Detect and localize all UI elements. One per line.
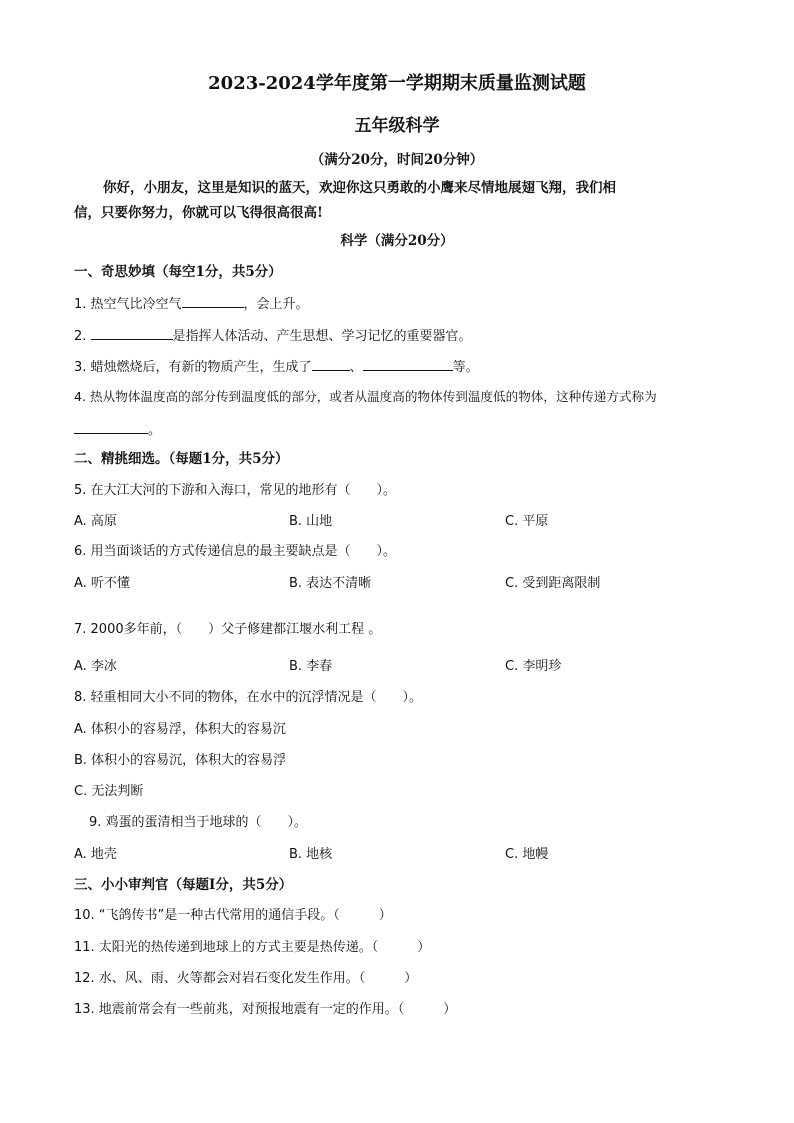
option-c[interactable]: C. 受到距离限制 bbox=[505, 576, 601, 591]
greeting-line-2: 信，只要你努力，你就可以飞得很高很高! bbox=[74, 205, 323, 221]
question-3: 3. 蜡烛燃烧后，有新的物质产生，生成了 、 等。 bbox=[74, 357, 479, 377]
part2-heading: 二、精挑细选。（每题1分，共5分） bbox=[74, 451, 289, 467]
option-a[interactable]: A. 地壳 bbox=[74, 847, 117, 862]
option-b[interactable]: B. 体积小的容易沉，体积大的容易浮 bbox=[74, 753, 287, 768]
answer-blank[interactable] bbox=[91, 326, 173, 340]
section-title: 科学（满分20分） bbox=[340, 233, 454, 249]
question-8: 8. 轻重相同大小不同的物体，在水中的沉浮情况是（ ）。 bbox=[74, 690, 423, 705]
option-b[interactable]: B. 地核 bbox=[289, 847, 333, 862]
option-b[interactable]: B. 表达不清晰 bbox=[289, 576, 372, 591]
option-a[interactable]: A. 体积小的容易浮，体积大的容易沉 bbox=[74, 722, 286, 737]
question-5: 5. 在大江大河的下游和入海口，常见的地形有（ ）。 bbox=[74, 483, 397, 498]
question-2: 2. 是指挥人体活动、产生思想、学习记忆的重要器官。 bbox=[74, 326, 472, 346]
option-b[interactable]: B. 山地 bbox=[289, 514, 333, 529]
question-6: 6. 用当面谈话的方式传递信息的最主要缺点是（ ）。 bbox=[74, 544, 397, 559]
option-c[interactable]: C. 无法判断 bbox=[74, 784, 144, 799]
option-a[interactable]: A. 听不懂 bbox=[74, 576, 130, 591]
question-4-answer: 。 bbox=[74, 420, 161, 440]
option-a[interactable]: A. 李冰 bbox=[74, 659, 117, 674]
option-c[interactable]: C. 李明珍 bbox=[505, 659, 562, 674]
option-c[interactable]: C. 平原 bbox=[505, 514, 549, 529]
subject-title: 五年级科学 bbox=[354, 116, 440, 136]
score-time-info: （满分20分，时间20分钟） bbox=[310, 152, 484, 168]
question-1: 1. 热空气比冷空气 ，会上升。 bbox=[74, 294, 309, 314]
question-12: 12. 水、风、雨、火等都会对岩石变化发生作用。（ ） bbox=[74, 971, 418, 986]
question-13: 13. 地震前常会有一些前兆，对预报地震有一定的作用。（ ） bbox=[74, 1002, 457, 1017]
question-10: 10. “飞鸽传书”是一种古代常用的通信手段。（ ） bbox=[74, 908, 392, 923]
option-b[interactable]: B. 李春 bbox=[289, 659, 333, 674]
question-11: 11. 太阳光的热传递到地球上的方式主要是热传递。（ ） bbox=[74, 940, 431, 955]
option-c[interactable]: C. 地幔 bbox=[505, 847, 549, 862]
question-7: 7. 2000多年前，（ ）父子修建都江堰水利工程 。 bbox=[74, 622, 382, 637]
answer-blank[interactable] bbox=[312, 357, 350, 371]
exam-title: 2023-2024学年度第一学期期末质量监测试题 bbox=[208, 73, 586, 94]
greeting-line-1: 你好，小朋友，这里是知识的蓝天，欢迎你这只勇敢的小鹰来尽情地展翅飞翔，我们相 bbox=[103, 180, 616, 196]
part1-heading: 一、奇思妙填（每空1分，共5分） bbox=[74, 264, 282, 280]
question-9: 9. 鸡蛋的蛋清相当于地球的（ ）。 bbox=[89, 815, 308, 830]
answer-blank[interactable] bbox=[363, 357, 453, 371]
answer-blank[interactable] bbox=[74, 420, 148, 434]
part3-heading: 三、小小审判官（每题Ⅰ分，共5分） bbox=[74, 877, 293, 893]
question-4: 4. 热从物体温度高的部分传到温度低的部分，或者从温度高的物体传到温度低的物体，这种传递方式称为 bbox=[74, 389, 657, 404]
answer-blank[interactable] bbox=[182, 294, 244, 308]
option-a[interactable]: A. 高原 bbox=[74, 514, 117, 529]
